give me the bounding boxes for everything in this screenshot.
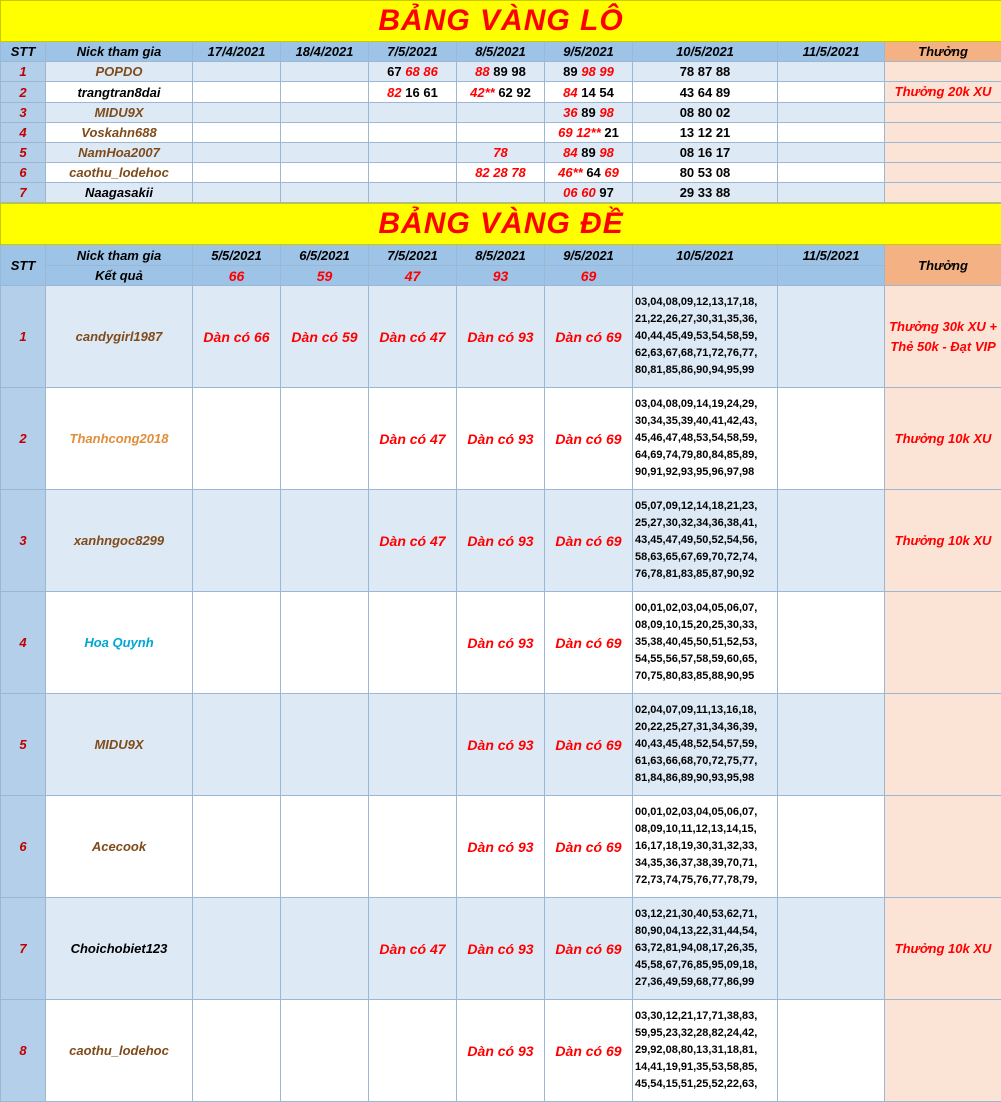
number-list: 00,01,02,03,04,05,06,07, 08,09,10,15,20,25,30,33, 35,38,40,45,50,51,52,53, 54,55,56,57,58,59,60,65, 70,75,80,83,85,88,90,95 [633,592,778,694]
result-value [778,266,885,286]
dan-cell: Dàn có 93 [457,1000,545,1102]
de-row [1,796,1001,898]
prize-cell [885,62,1001,82]
dan-cell: Dàn có 93 [457,898,545,1000]
lo-cell [281,103,369,123]
lo-number: 06 60 [563,185,596,200]
nick-name: trangtran8dai [46,82,193,103]
prize-cell [885,163,1001,183]
dan-cell [281,796,369,898]
dan-cell: Dàn có 93 [457,592,545,694]
de-cell [778,490,885,592]
result-value: 59 [281,266,369,286]
result-value: 69 [545,266,633,286]
nick-name: Naagasakii [46,183,193,203]
dan-cell: Dàn có 93 [457,388,545,490]
nick-name: MIDU9X [46,103,193,123]
dan-cell: Dàn có 69 [545,388,633,490]
lo-cell [193,183,281,203]
lo-number: 98 99 [581,64,614,79]
dan-cell [369,592,457,694]
lo-number: 67 [387,64,401,79]
de-cell [778,388,885,490]
lo-number: 62 92 [498,85,531,100]
row-number: 6 [1,796,46,898]
nick-name: Choichobiet123 [46,898,193,1000]
dan-cell [369,694,457,796]
prize-cell [885,694,1001,796]
dan-cell [281,592,369,694]
row-number: 3 [1,490,46,592]
dan-cell: Dàn có 69 [545,592,633,694]
result-value: 47 [369,266,457,286]
lo-number: 46** [558,165,583,180]
de-stt-header: STT [1,245,46,286]
dan-cell: Dàn có 93 [457,490,545,592]
dan-cell: Dàn có 93 [457,796,545,898]
prize-cell [885,592,1001,694]
de-row [1,694,1001,796]
dan-cell: Dàn có 69 [545,1000,633,1102]
lo-cell [193,103,281,123]
nick-name: NamHoa2007 [46,143,193,163]
dan-cell [369,1000,457,1102]
number-list: 05,07,09,12,14,18,21,23, 25,27,30,32,34,36,38,41, 43,45,47,49,50,52,54,56, 58,63,65,67,69,70,72,74, 76,78,81,83,85,87,90,92 [633,490,778,592]
lo-cell [545,62,633,82]
row-number: 2 [1,388,46,490]
dan-cell: Dàn có 47 [369,490,457,592]
de-row [1,388,1001,490]
row-number: 7 [1,183,46,203]
lo-cell [193,62,281,82]
dan-cell: Dàn có 66 [193,286,281,388]
de-date-header: 5/5/2021 [193,245,281,266]
lo-cell [193,163,281,183]
lo-number: 14 54 [581,85,614,100]
lo-column-header: 17/4/2021 [193,42,281,62]
lo-cell [369,103,457,123]
lo-cell [281,163,369,183]
de-row [1,490,1001,592]
number-list: 03,04,08,09,14,19,24,29, 30,34,35,39,40,41,42,43, 45,46,47,48,53,54,58,59, 64,69,74,79,80,84,85,89, 90,91,92,93,95,96,97,98 [633,388,778,490]
prize-cell [885,103,1001,123]
nick-name: caothu_lodehoc [46,163,193,183]
lo-number: 89 [563,64,577,79]
lo-number: 98 [599,105,613,120]
number-list: 03,12,21,30,40,53,62,71, 80,90,04,13,22,31,44,54, 63,72,81,94,08,17,26,35, 45,58,67,76,85,95,09,18, 27,36,49,59,68,77,86,99 [633,898,778,1000]
de-date-header: 8/5/2021 [457,245,545,266]
prize-cell: Thưởng 10k XU [885,388,1001,490]
lo-number: 89 [581,145,595,160]
lo-number: 78 [493,145,507,160]
dan-cell: Dàn có 69 [545,796,633,898]
row-number: 1 [1,286,46,388]
lo-number: 69 12** [558,125,601,140]
dan-cell: Dàn có 47 [369,898,457,1000]
nick-name: MIDU9X [46,694,193,796]
lo-row [1,123,1001,143]
de-date-header: 10/5/2021 [633,245,778,266]
dan-cell: Dàn có 69 [545,694,633,796]
lo-cell [778,183,885,203]
result-value [633,266,778,286]
lo-cell: 43 64 89 [633,82,778,103]
nick-name: POPDO [46,62,193,82]
lo-cell [457,183,545,203]
row-number: 8 [1,1000,46,1102]
de-row [1,1000,1001,1102]
row-number: 1 [1,62,46,82]
nick-name: candygirl1987 [46,286,193,388]
lo-cell: 78 87 88 [633,62,778,82]
lo-column-header: Nick tham gia [46,42,193,62]
number-list: 03,30,12,21,17,71,38,83, 59,95,23,32,28,82,24,42, 29,92,08,80,13,31,18,81, 14,41,19,91,35,53,58,85, 45,54,15,51,25,52,22,63, [633,1000,778,1102]
lo-cell [457,163,545,183]
prize-cell [885,123,1001,143]
result-value: 93 [457,266,545,286]
dan-cell [193,694,281,796]
de-row [1,286,1001,388]
lo-cell [369,143,457,163]
dan-cell [193,388,281,490]
lo-cell [193,123,281,143]
lo-cell [369,163,457,183]
lo-number: 42** [470,85,495,100]
dan-cell [281,694,369,796]
lo-cell [281,183,369,203]
prize-cell: Thưởng 10k XU [885,490,1001,592]
dan-cell [193,1000,281,1102]
lo-cell [545,143,633,163]
lo-table [0,0,1001,203]
prize-cell: Thưởng 10k XU [885,898,1001,1000]
nick-name: caothu_lodehoc [46,1000,193,1102]
lo-header-row [1,42,1001,62]
lo-column-header: 18/4/2021 [281,42,369,62]
dan-cell: Dàn có 69 [545,286,633,388]
lo-number: 82 [387,85,401,100]
row-number: 5 [1,694,46,796]
nick-name: Hoa Quynh [46,592,193,694]
row-number: 4 [1,592,46,694]
lo-cell [457,143,545,163]
dan-cell: Dàn có 69 [545,490,633,592]
de-table [0,203,1001,1102]
dan-cell [193,898,281,1000]
dan-cell [193,592,281,694]
dan-cell: Dàn có 93 [457,286,545,388]
de-title: BẢNG VÀNG ĐỀ [1,204,1001,245]
lo-cell [778,143,885,163]
dan-cell [281,490,369,592]
lo-number: 21 [604,125,618,140]
lo-number: 36 [563,105,577,120]
prize-cell [885,143,1001,163]
lo-row [1,163,1001,183]
nick-name: Voskahn688 [46,123,193,143]
lo-row [1,183,1001,203]
de-cell [778,796,885,898]
de-date-header: 7/5/2021 [369,245,457,266]
lo-number: 64 [586,165,600,180]
lo-cell [778,123,885,143]
lo-number: 98 [599,145,613,160]
lo-row [1,143,1001,163]
lo-cell [457,103,545,123]
lo-cell [281,143,369,163]
prize-cell [885,183,1001,203]
lo-number: 68 86 [405,64,438,79]
lo-number: 97 [599,185,613,200]
lo-row [1,82,1001,103]
result-label: Kết quả [46,266,193,286]
de-cell [778,1000,885,1102]
lo-cell [778,103,885,123]
lo-number: 16 61 [405,85,438,100]
lo-number: 89 98 [493,64,526,79]
lo-cell [369,183,457,203]
de-cell [778,286,885,388]
lo-cell [281,123,369,143]
lo-number: 84 [563,145,577,160]
de-nick-header: Nick tham gia [46,245,193,266]
lo-cell [193,143,281,163]
lo-row [1,103,1001,123]
lo-column-header: 8/5/2021 [457,42,545,62]
lo-column-header: 9/5/2021 [545,42,633,62]
lo-cell [545,103,633,123]
dan-cell [369,796,457,898]
nick-name: Thanhcong2018 [46,388,193,490]
number-list: 03,04,08,09,12,13,17,18, 21,22,26,27,30,31,35,36, 40,44,45,49,53,54,58,59, 62,63,67,68,71,72,76,77, 80,81,85,86,90,94,95,99 [633,286,778,388]
dan-cell [281,388,369,490]
prize-cell: Thưởng 20k XU [885,82,1001,103]
lo-number: 84 [563,85,577,100]
dan-cell: Dàn có 47 [369,388,457,490]
de-row [1,592,1001,694]
prize-cell [885,796,1001,898]
prize-cell: Thưởng 30k XU + Thẻ 50k - Đạt VIP [885,286,1001,388]
lo-cell: 08 16 17 [633,143,778,163]
lo-cell [369,123,457,143]
lo-cell [457,62,545,82]
lo-cell [545,163,633,183]
lo-cell [369,82,457,103]
lo-cell [778,163,885,183]
dan-cell: Dàn có 47 [369,286,457,388]
prize-cell [885,1000,1001,1102]
lo-cell [545,82,633,103]
lo-cell [457,82,545,103]
lo-cell [545,123,633,143]
row-number: 7 [1,898,46,1000]
lo-cell [281,62,369,82]
lo-prize-header: Thưởng [885,42,1001,62]
nick-name: Acecook [46,796,193,898]
lo-number: 89 [581,105,595,120]
lo-cell [457,123,545,143]
lo-cell: 13 12 21 [633,123,778,143]
lo-row [1,62,1001,82]
lo-column-header: 10/5/2021 [633,42,778,62]
lo-cell: 80 53 08 [633,163,778,183]
lo-cell [545,183,633,203]
row-number: 2 [1,82,46,103]
dan-cell [193,490,281,592]
lo-column-header: 11/5/2021 [778,42,885,62]
de-date-header: 6/5/2021 [281,245,369,266]
dan-cell: Dàn có 93 [457,694,545,796]
lo-cell [369,62,457,82]
de-cell [778,694,885,796]
de-cell [778,592,885,694]
lo-column-header: 7/5/2021 [369,42,457,62]
lo-title: BẢNG VÀNG LÔ [1,1,1001,42]
row-number: 4 [1,123,46,143]
number-list: 02,04,07,09,11,13,16,18, 20,22,25,27,31,34,36,39, 40,43,45,48,52,54,57,59, 61,63,66,68,70,72,75,77, 81,84,86,89,90,93,95,98 [633,694,778,796]
de-date-header: 11/5/2021 [778,245,885,266]
lo-number: 88 [475,64,489,79]
dan-cell [281,1000,369,1102]
dan-cell: Dàn có 69 [545,898,633,1000]
result-value: 66 [193,266,281,286]
lo-cell: 29 33 88 [633,183,778,203]
dan-cell: Dàn có 59 [281,286,369,388]
dan-cell [193,796,281,898]
de-prize-header: Thưởng [885,245,1001,286]
lo-cell: 08 80 02 [633,103,778,123]
lo-cell [778,82,885,103]
dan-cell [281,898,369,1000]
nick-name: xanhngoc8299 [46,490,193,592]
number-list: 00,01,02,03,04,05,06,07, 08,09,10,11,12,13,14,15, 16,17,18,19,30,31,32,33, 34,35,36,37,38,39,70,71, 72,73,74,75,76,77,78,79, [633,796,778,898]
lo-cell [778,62,885,82]
de-row [1,898,1001,1000]
de-date-header: 9/5/2021 [545,245,633,266]
row-number: 3 [1,103,46,123]
row-number: 6 [1,163,46,183]
lo-cell [193,82,281,103]
lo-column-header: STT [1,42,46,62]
de-cell [778,898,885,1000]
lo-number: 69 [604,165,618,180]
lo-cell [281,82,369,103]
lo-number: 82 28 78 [475,165,526,180]
row-number: 5 [1,143,46,163]
